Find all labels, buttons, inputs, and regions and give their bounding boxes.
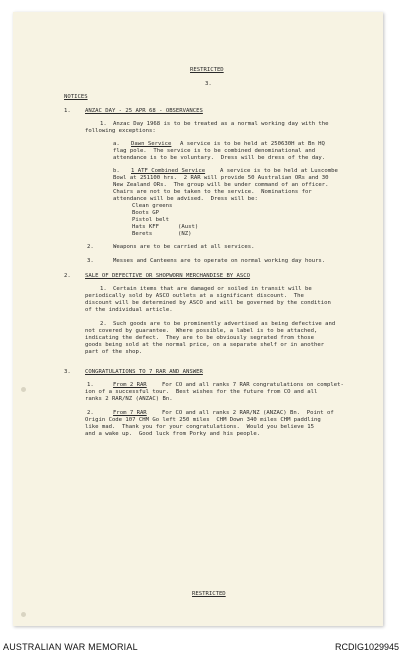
subpara-label: a. [113,141,120,147]
para-line: Origin Code 107 CHM Go left 250 miles CHM Down 340 miles CHM paddling [85,417,321,423]
para-number: 3. [87,258,94,264]
para-line: not covered by guarantee. Where possible, a label is to be attached, [85,328,318,334]
item-number: 2. [64,273,71,279]
section-title: NOTICES [64,94,88,100]
dress-item: Boots GP [132,210,159,216]
para-line: Certain items that are damaged or soiled in transit will be [113,286,312,292]
item-heading: CONGRATULATIONS TO 7 RAR AND ANSWER [85,369,203,375]
para-line: of the individual article. [85,307,173,313]
restricted-footer: RESTRICTED [192,591,226,597]
dress-item: Pistol belt [132,217,170,223]
para-line: A service is to be held at 250630H at Bn HQ [180,141,325,147]
para-line: attendance will be advised. Dress will be: [113,196,258,202]
punch-hole [21,612,26,617]
para-line: Weapons are to be carried at all services. [113,244,255,250]
para-line: Messes and Canteens are to operate on normal working day hours. [113,258,326,264]
para-line: Bowl at 251100 hrs. 2 RAR will provide 50 Australian ORs and 30 [113,175,329,181]
para-number: 1. [87,382,94,388]
para-line: part of the shop. [85,349,143,355]
para-line: attendance is to be voluntary. Dress will be dress of the day. [113,155,326,161]
para-line: ion of a successful tour. Best wishes for the future from CO and all [85,389,318,395]
item-heading: ANZAC DAY - 25 APR 68 - OBSERVANCES [85,108,203,114]
item-heading: SALE OF DEFECTIVE OR SHOPWORN MERCHANDISE BY ASCO [85,273,251,279]
item-number: 1. [64,108,71,114]
para-line: discount will be determined by ASCO and will be governed by the condition [85,300,331,306]
para-line: Chairs are not to be taken to the service. Nominations for [113,189,312,195]
page-number: 3. [205,81,212,87]
archive-institution: AUSTRALIAN WAR MEMORIAL [3,642,138,652]
subpara-title: 1 ATF Combined Service [131,168,206,174]
para-line: like mad. Thank you for your congratulations. Would you believe 15 [85,424,315,430]
para-line: flag pole. The service is to be combined denominational and [113,148,316,154]
para-line: A service is to be held at Luscombe [220,168,338,174]
para-line: For CO and all ranks 2 RAR/NZ (ANZAC) Bn. Point of [162,410,334,416]
para-number: 1. [100,121,107,127]
para-number: 1. [100,286,107,292]
dress-item: Hats KFF [132,224,159,230]
para-line: goods being sold at the normal price, on a separate shelf or in another [85,342,325,348]
restricted-header: RESTRICTED [190,67,224,73]
dress-item: Berets [132,231,153,237]
para-line: and a wake up. Good luck from Porky and his people. [85,431,261,437]
para-number: 2. [100,321,107,327]
para-line: ranks 2 RAR/NZ (ANZAC) Bn. [85,396,173,402]
para-number: 2. [87,244,94,250]
subpara-title: From 7 RAR [113,410,147,416]
para-line: New Zealand ORs. The group will be under command of an officer. [113,182,329,188]
punch-hole [21,387,26,392]
dress-note: (NZ) [178,231,192,237]
para-number: 2. [87,410,94,416]
document-page [13,12,383,626]
para-line: indicating the defect. They are to be obviously segrated from those [85,335,315,341]
dress-item: Clean greens [132,203,173,209]
subpara-title: From 2 RAR [113,382,147,388]
subpara-title: Dawn Service [131,141,172,147]
item-number: 3. [64,369,71,375]
para-line: periodically sold by ASCO outlets at a significant discount. The [85,293,304,299]
archive-id: RCDIG1029945 [334,642,399,652]
para-line: Anzac Day 1968 is to be treated as a normal working day with the [113,121,329,127]
para-line: following exceptions: [85,128,156,134]
archive-strip [0,630,405,654]
para-line: For CO and all ranks 7 RAR congratulations on complet- [162,382,344,388]
subpara-label: b. [113,168,120,174]
dress-note: (Aust) [178,224,199,230]
para-line: Such goods are to be prominently advertised as being defective and [113,321,336,327]
